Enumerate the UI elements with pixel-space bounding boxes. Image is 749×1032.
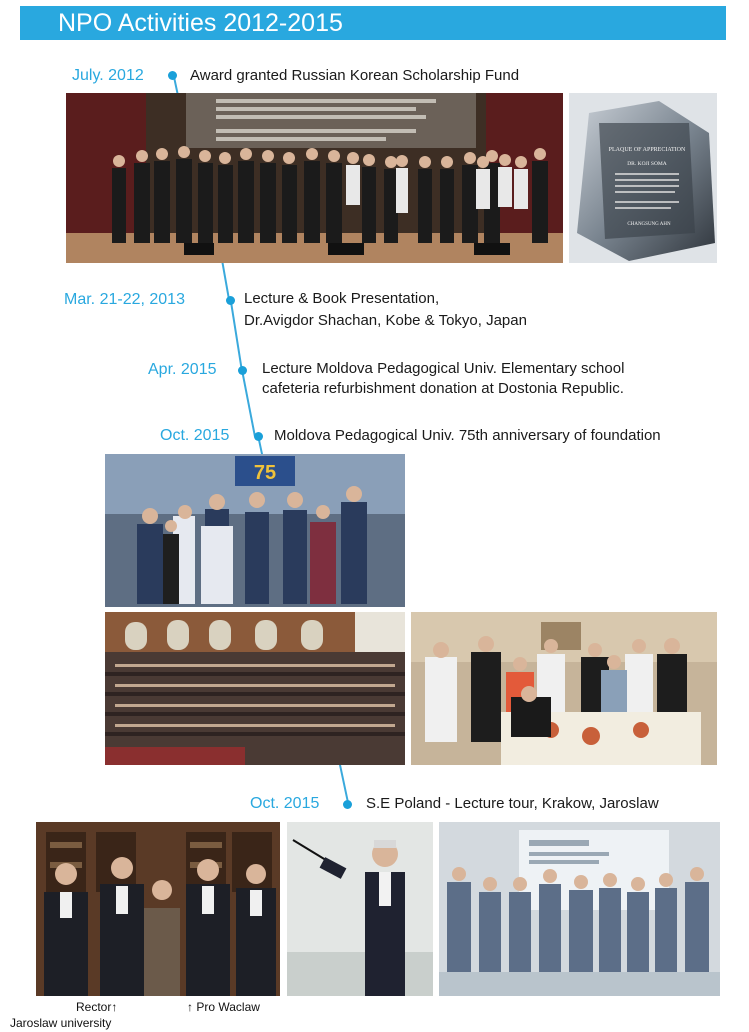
event-date: Mar. 21-22, 2013 — [64, 291, 185, 308]
event-text: Dr.Avigdor Shachan, Kobe & Tokyo, Japan — [244, 312, 527, 329]
auditorium-photo — [105, 612, 405, 765]
plaque-of-appreciation-photo — [569, 93, 717, 263]
plaque-recipient: DR. KOJI SOMA — [627, 161, 667, 167]
university-caption: Jaroslaw university — [10, 1016, 112, 1030]
classroom-group-photo — [439, 822, 720, 996]
timeline-line — [221, 260, 230, 300]
event-text: Lecture & Book Presentation, — [244, 290, 440, 307]
timeline-line — [241, 370, 256, 437]
anniversary-banner-number: 75 — [253, 462, 277, 484]
event-text: Award granted Russian Korean Scholarship Fund — [190, 67, 520, 84]
timeline-line — [339, 765, 349, 805]
plaque-signer: CHANGSUNG AHN — [627, 222, 671, 227]
event-text: S.E Poland - Lecture tour, Krakow, Jaroslaw — [366, 795, 659, 812]
event-text: cafeteria refurbishment donation at Dostonia Republic. — [262, 380, 624, 397]
timeline-line — [230, 302, 243, 369]
timeline-dot — [226, 296, 235, 305]
page-title: NPO Activities 2012-2015 — [58, 9, 343, 37]
rector-caption: Rector↑ — [76, 1000, 118, 1014]
pro-waclaw-caption: ↑ Pro Waclaw — [187, 1000, 260, 1014]
dinner-gathering-photo — [411, 612, 717, 765]
award-ceremony-photo — [66, 93, 563, 263]
event-date: Apr. 2015 — [148, 361, 217, 378]
event-date: July. 2012 — [72, 67, 144, 84]
event-text: Moldova Pedagogical Univ. 75th anniversary of foundation — [274, 427, 661, 444]
timeline-dot — [254, 432, 263, 441]
moldova-group-photo — [105, 454, 405, 607]
timeline-dot — [343, 800, 352, 809]
lecturer-photo — [287, 822, 433, 996]
event-date: Oct. 2015 — [250, 795, 320, 812]
timeline-dot — [238, 366, 247, 375]
jaroslaw-university-photo — [36, 822, 280, 996]
plaque-title: PLAQUE OF APPRECIATION — [608, 147, 686, 153]
timeline-dot — [168, 71, 177, 80]
event-date: Oct. 2015 — [160, 427, 230, 444]
event-text: Lecture Moldova Pedagogical Univ. Elementary school — [262, 360, 625, 377]
